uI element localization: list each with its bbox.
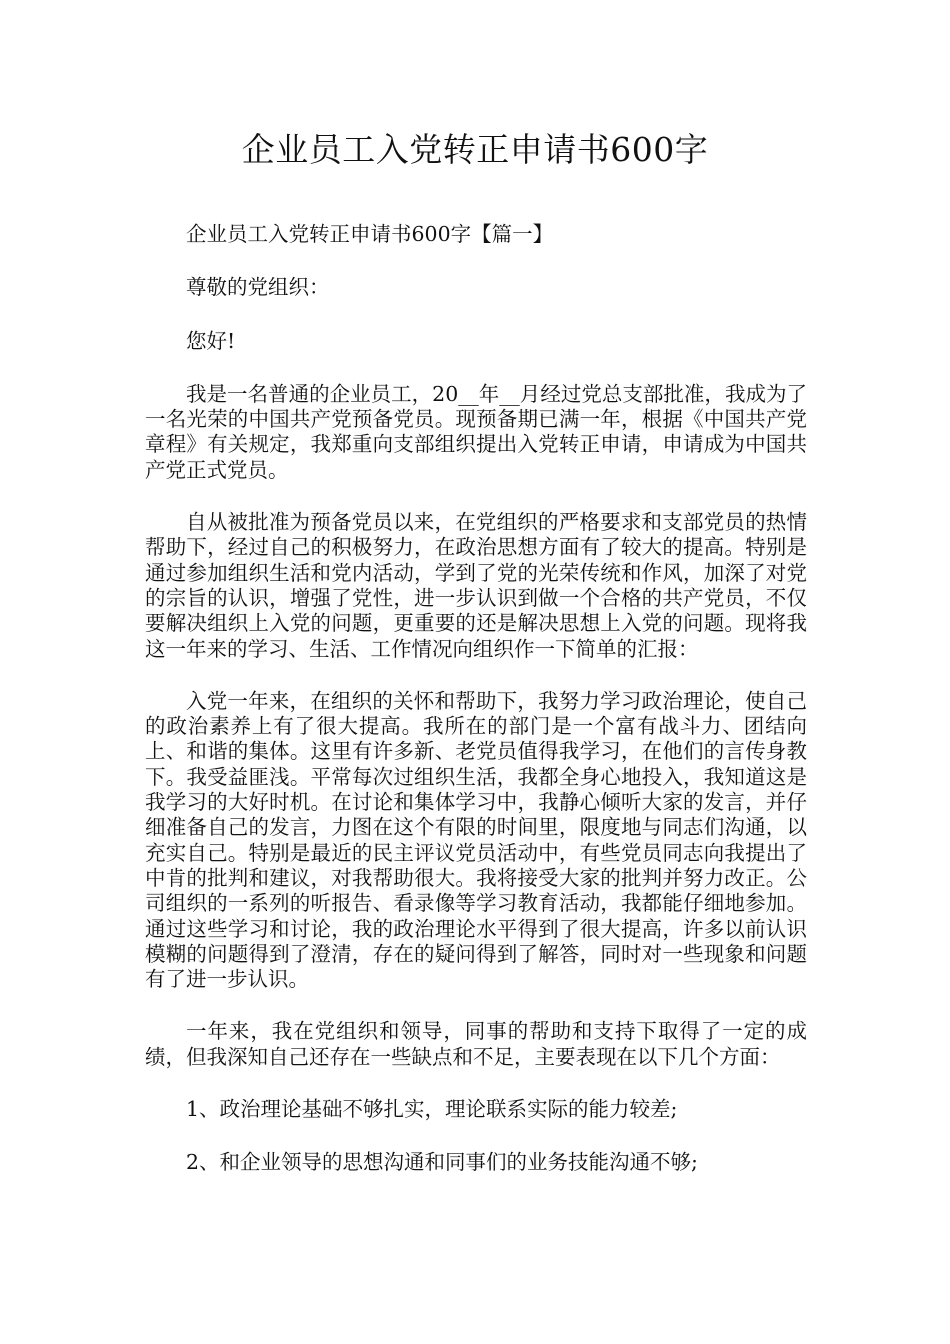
list-item-1: 1、政治理论基础不够扎实，理论联系实际的能力较差; [186,1097,678,1122]
salutation: 尊敬的党组织： [186,275,330,300]
greeting: 您好! [186,328,236,353]
paragraph-study: 入党一年来，在组织的关怀和帮助下，我努力学习政治理论，使自己的政治素养上有了很大提高。我所在的部门是一个富有战斗力、团结向上、和谐的集体。这里有许多新、老党员值得我学习，在他们的言传身教下。我受益匪浅。平常每次过组织生活，我都全身心地投入，我知道这是我学习的大好时机。在讨论和集体学习中，我静心倾听大家的发言，并仔细准备自己的发言，力图在这个有限的时间里，限度地与同志们沟通，以充实自己。特别是最近的民主评议党员活动中，有些党员同志向我提出了中肯的批判和建议，对我帮助很大。我将接受大家的批判并努力改正。公司组织的一系列的听报告、看录像等学习教育活动，我都能仔细地参加。通过这些学习和讨论，我的政治理论水平得到了很大提高，许多以前认识模糊的问题得到了澄清，存在的疑问得到了解答，同时对一些现象和问题有了进一步认识。 [145,688,807,992]
document-title: 企业员工入党转正申请书600字 [241,130,709,169]
document-body [145,222,807,1204]
section-heading: 企业员工入党转正申请书600字【篇一】 [186,222,554,246]
paragraph-shortcomings: 一年来，我在党组织和领导，同事的帮助和支持下取得了一定的成绩，但我深知自己还存在一些缺点和不足，主要表现在以下几个方面： [145,1019,807,1069]
paragraph-progress: 自从被批准为预备党员以来，在党组织的严格要求和支部党员的热情帮助下，经过自己的积极努力，在政治思想方面有了较大的提高。特别是通过参加组织生活和党内活动，学到了党的光荣传统和作风，加深了对党的宗旨的认识，增强了党性，进一步认识到做一个合格的共产党员，不仅要解决组织上入党的问题，更重要的还是解决思想上入党的问题。现将我这一年来的学习、生活、工作情况向组织作一下简单的汇报： [145,510,807,661]
list-item-2: 2、和企业领导的思想沟通和同事们的业务技能沟通不够; [186,1150,698,1175]
paragraph-intro: 我是一名普通的企业员工，20__年__月经过党总支部批准，我成为了一名光荣的中国共产党预备党员。现预备期已满一年，根据《中国共产党章程》有关规定，我郑重向支部组织提出入党转正申请，申请成为中国共产党正式党员。 [145,381,807,482]
